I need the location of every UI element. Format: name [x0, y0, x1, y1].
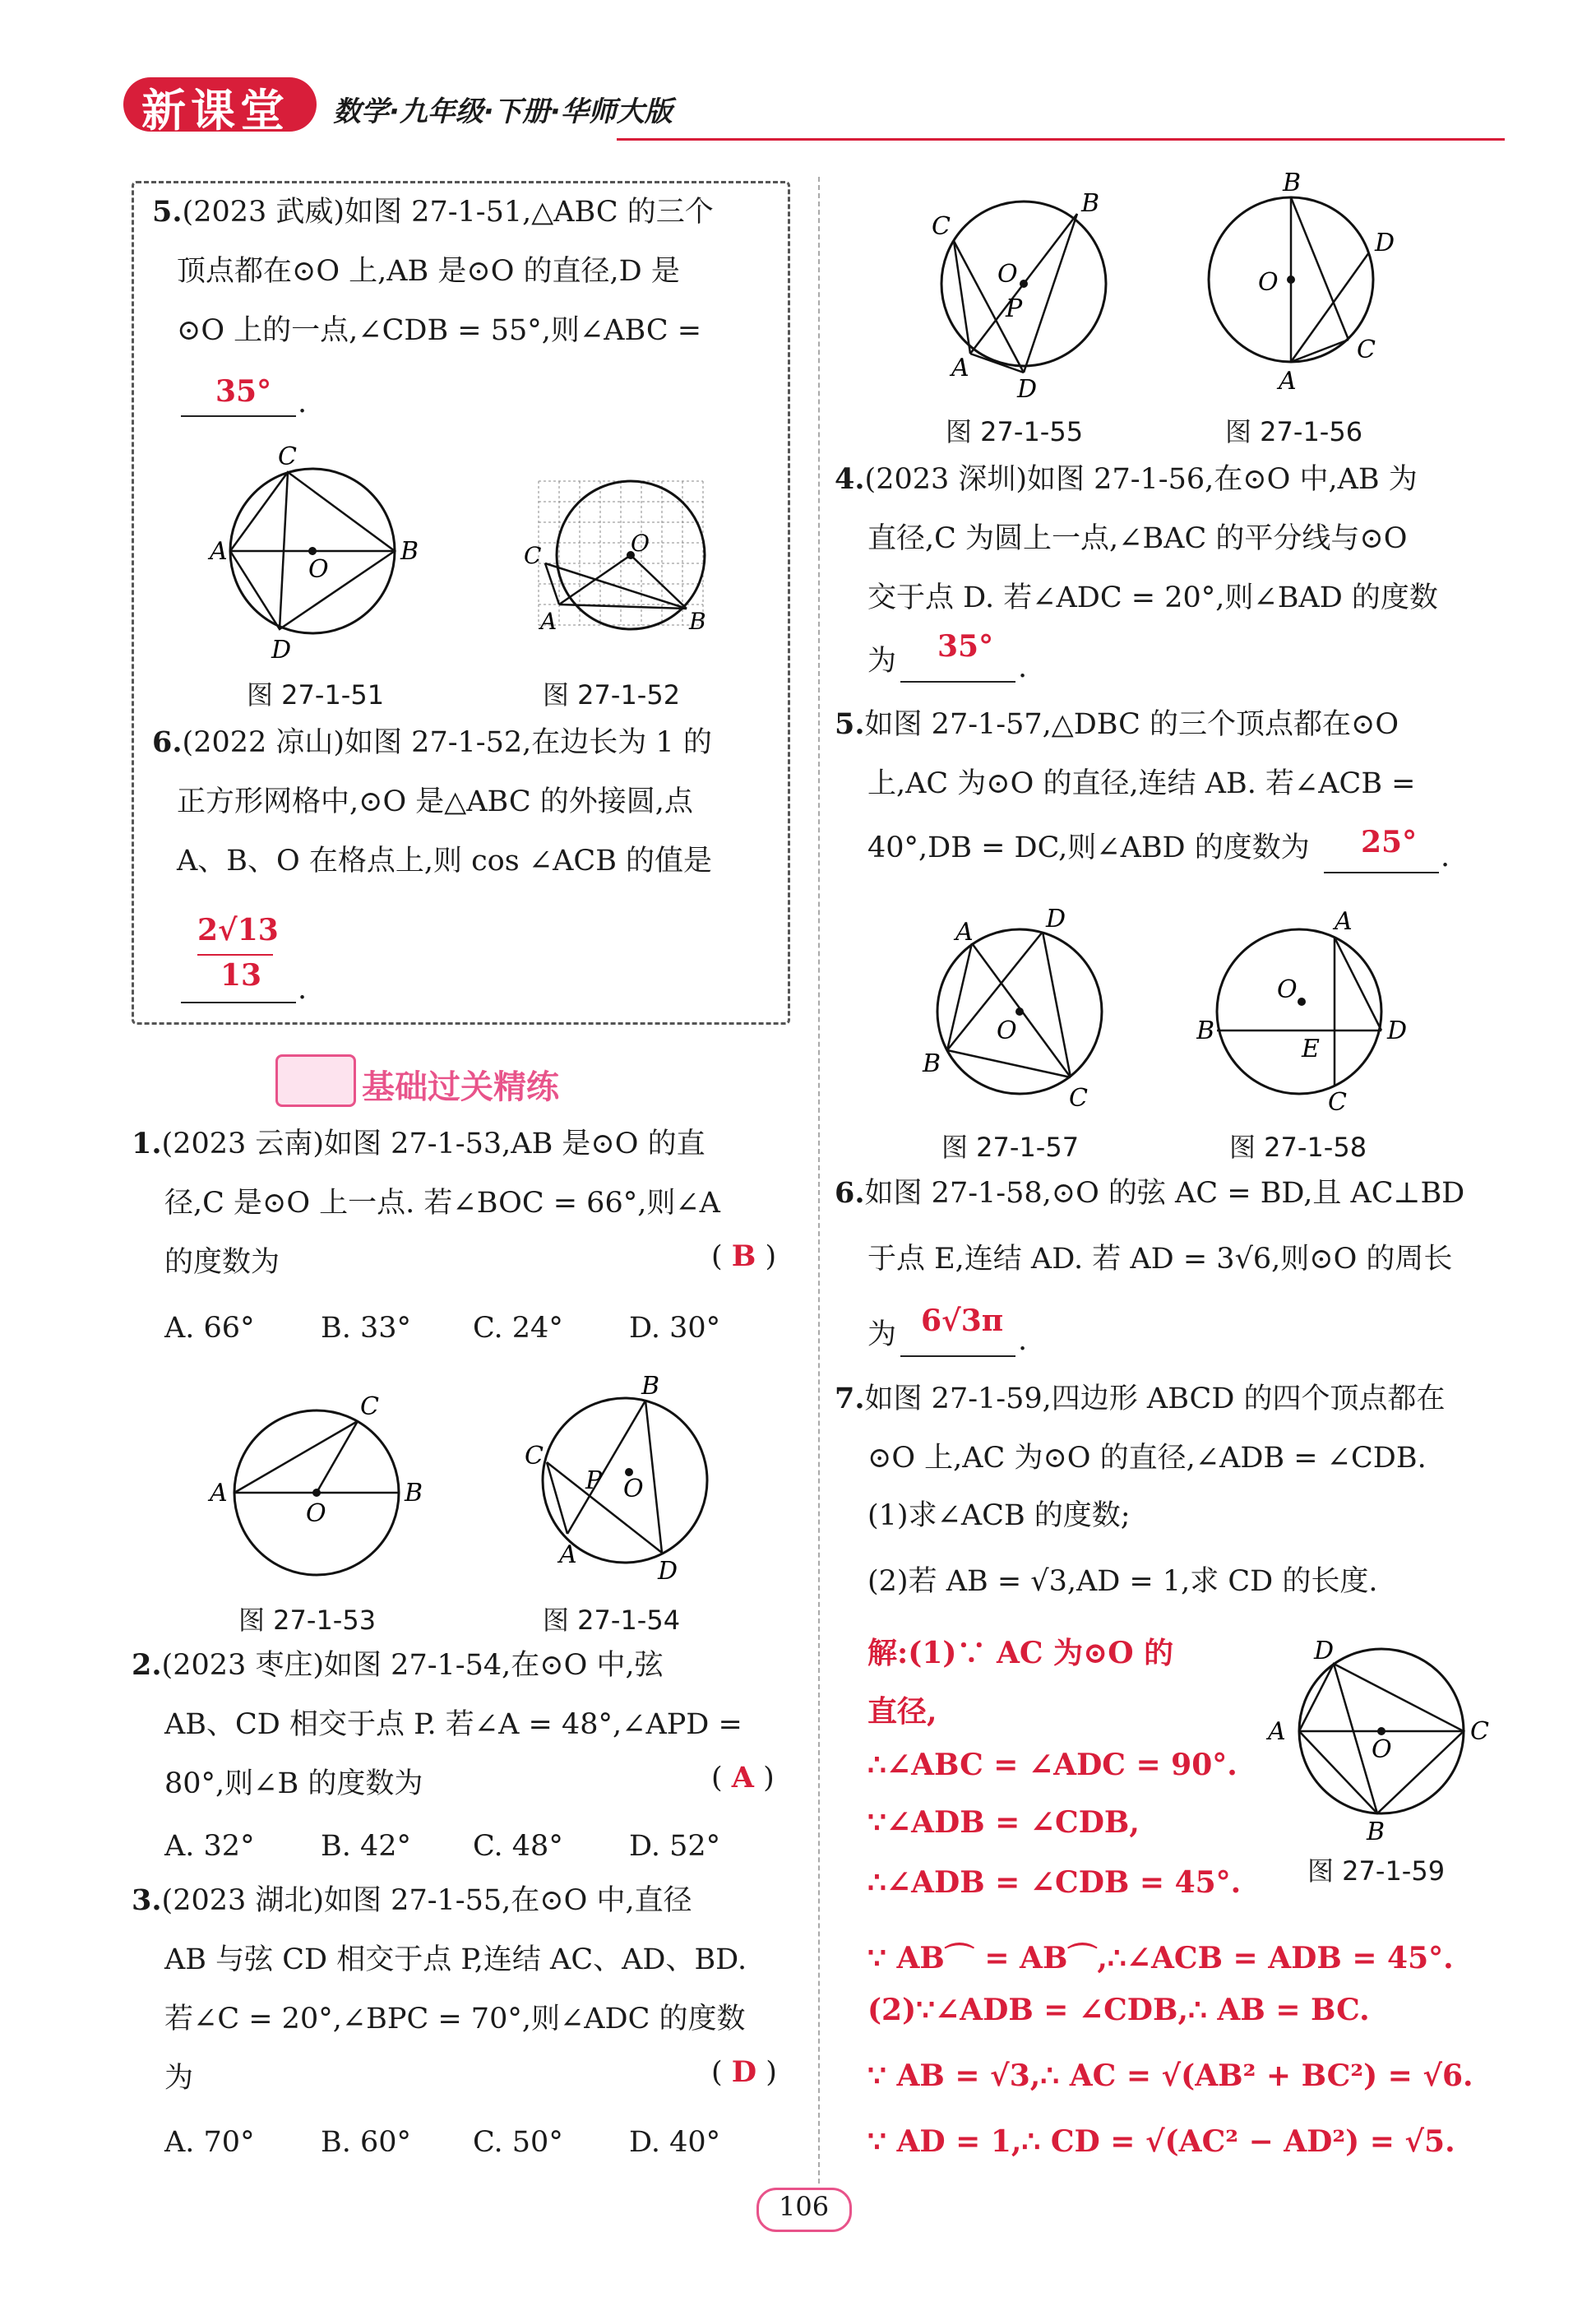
left-q3-opt-d: D. 40°	[629, 2126, 721, 2159]
fig57-caption: 图 27-1-57	[941, 1132, 1080, 1163]
figure-27-1-52	[522, 473, 719, 654]
svg-text:B: B	[923, 1049, 941, 1078]
figure-27-1-53	[206, 1386, 436, 1583]
svg-text:C: C	[1328, 1088, 1347, 1114]
right-q6-blank	[900, 1355, 1015, 1357]
left-q3-line4: 为	[164, 2062, 194, 2095]
left-q1-line1: 1.(2023 云南)如图 27-1-53,AB 是⊙O 的直	[132, 1127, 705, 1160]
figure-27-1-55	[917, 185, 1131, 399]
right-q7-line4: (2)若 AB = √3,AD = 1,求 CD 的长度.	[867, 1565, 1378, 1598]
box-q5-period: .	[298, 387, 308, 419]
svg-text:O: O	[1277, 975, 1298, 1004]
q7-sol-line6: ∵ AB⌒ = AB⌒,∴∠ACB = ADB = 45°.	[867, 1941, 1454, 1975]
box-q5-answer: 35°	[215, 374, 272, 409]
q7-sol-line5: ∴∠ADB = ∠CDB = 45°.	[867, 1865, 1242, 1900]
column-divider	[818, 177, 820, 2184]
svg-text:O: O	[1258, 268, 1279, 297]
left-q1-opt-c: C. 24°	[473, 1312, 563, 1345]
q7-sol-line8: ∵ AB = √3,∴ AC = √(AB² + BC²) = √6.	[867, 2059, 1473, 2093]
right-q6-line3: 为	[867, 1318, 897, 1351]
right-q7-line2: ⊙O 上,AC 为⊙O 的直径,∠ADB = ∠CDB.	[867, 1442, 1427, 1475]
right-q6-line1: 6.如图 27-1-58,⊙O 的弦 AC = BD,且 AC⊥BD	[835, 1176, 1465, 1210]
svg-text:B: B	[400, 537, 419, 566]
right-q6-line2: 于点 E,连结 AD. 若 AD = 3√6,则⊙O 的周长	[867, 1243, 1453, 1276]
svg-text:A: A	[1268, 1717, 1286, 1746]
fig59-caption: 图 27-1-59	[1307, 1855, 1446, 1887]
right-q4-line3: 交于点 D. 若∠ADC = 20°,则∠BAD 的度数	[867, 581, 1438, 614]
svg-text:P: P	[585, 1466, 603, 1495]
svg-text:D: D	[271, 636, 292, 665]
q7-sol-line3: ∴∠ABC = ∠ADC = 90°.	[867, 1748, 1237, 1782]
right-q4-line4: 为	[867, 645, 897, 678]
svg-text:O: O	[306, 1499, 326, 1528]
figure-27-1-51	[206, 444, 419, 666]
svg-text:D: D	[1046, 905, 1066, 933]
svg-text:A: A	[1335, 907, 1353, 936]
fig52-caption: 图 27-1-52	[543, 679, 681, 711]
box-q6-answer-den: 13	[220, 958, 262, 993]
right-q4-line1: 4.(2023 深圳)如图 27-1-56,在⊙O 中,AB 为	[835, 462, 1418, 496]
left-q2-line1: 2.(2023 枣庄)如图 27-1-54,在⊙O 中,弦	[132, 1648, 664, 1682]
svg-text:O: O	[308, 555, 329, 584]
fig51-caption: 图 27-1-51	[247, 679, 385, 711]
q7-sol-line4: ∵∠ADB = ∠CDB,	[867, 1805, 1140, 1840]
q7-sol-line1: 解:(1)∵ AC 为⊙O 的	[867, 1636, 1174, 1670]
svg-text:C: C	[278, 444, 297, 471]
svg-text:E: E	[1302, 1035, 1320, 1063]
svg-text:B: B	[689, 608, 706, 635]
right-q4-blank	[900, 681, 1015, 683]
right-q5-period: .	[1441, 841, 1450, 873]
svg-text:C: C	[1357, 336, 1376, 364]
left-q2-opt-b: B. 42°	[321, 1830, 412, 1863]
q7-sol-line2: 直径,	[867, 1694, 937, 1729]
section-title: 基础过关精练	[362, 1068, 559, 1106]
svg-text:A: A	[1279, 367, 1297, 396]
q7-sol-line9: ∵ AD = 1,∴ CD = √(AC² − AD²) = √5.	[867, 2124, 1455, 2159]
svg-text:D: D	[1314, 1637, 1335, 1665]
svg-text:A: A	[955, 918, 974, 947]
svg-text:D: D	[1375, 229, 1395, 257]
svg-text:O: O	[997, 1017, 1017, 1045]
svg-text:A: A	[559, 1540, 577, 1569]
left-q2-opt-c: C. 48°	[473, 1830, 563, 1863]
svg-text:C: C	[1069, 1084, 1088, 1113]
svg-text:A: A	[210, 1479, 228, 1507]
right-q5-line3: 40°,DB = DC,则∠ABD 的度数为	[867, 831, 1310, 864]
box-q5-line1: 5.(2023 武威)如图 27-1-51,△ABC 的三个	[152, 195, 714, 229]
header-rule	[617, 138, 1505, 141]
box-q6-period: .	[298, 973, 308, 1006]
svg-text:B: B	[641, 1372, 660, 1401]
svg-text:A: A	[210, 537, 228, 566]
box-q6-line3: A、B、O 在格点上,则 cos ∠ACB 的值是	[177, 845, 713, 878]
right-q6-answer: 6√3π	[921, 1304, 1004, 1338]
q7-sol-line7: (2)∵∠ADB = ∠CDB,∴ AB = BC.	[867, 1993, 1370, 2027]
right-q5-answer: 25°	[1361, 825, 1418, 859]
svg-text:C: C	[932, 212, 951, 241]
left-q1-line3: 的度数为	[164, 1246, 280, 1279]
right-q6-period: .	[1018, 1324, 1028, 1357]
fig53-caption: 图 27-1-53	[238, 1605, 377, 1636]
left-q3-line3: 若∠C = 20°,∠BPC = 70°,则∠ADC 的度数	[164, 2003, 746, 2035]
fig56-caption: 图 27-1-56	[1225, 416, 1363, 447]
left-q2-answer-paren: ( A )	[711, 1761, 775, 1795]
box-q6-fraction-bar	[197, 954, 273, 956]
svg-text:O: O	[631, 530, 650, 557]
header-subtitle: 数学·九年级·下册·华师大版	[333, 95, 673, 128]
svg-text:B: B	[405, 1479, 423, 1507]
box-q6-line1: 6.(2022 凉山)如图 27-1-52,在边长为 1 的	[152, 725, 712, 759]
svg-text:P: P	[1006, 294, 1023, 323]
left-q1-opt-a: A. 66°	[164, 1312, 255, 1345]
svg-text:B: B	[1196, 1017, 1215, 1045]
svg-text:B: B	[1367, 1818, 1386, 1846]
figure-27-1-56	[1192, 169, 1406, 399]
svg-text:O: O	[623, 1475, 644, 1503]
left-q2-line3: 80°,则∠B 的度数为	[164, 1767, 423, 1800]
left-q2-line2: AB、CD 相交于点 P. 若∠A = 48°,∠APD =	[164, 1708, 742, 1741]
header	[123, 72, 1505, 146]
left-q2-opt-a: A. 32°	[164, 1830, 255, 1863]
svg-text:B: B	[1081, 189, 1100, 218]
left-q3-opt-c: C. 50°	[473, 2126, 563, 2159]
right-q5-line2: 上,AC 为⊙O 的直径,连结 AB. 若∠ACB =	[867, 767, 1416, 800]
svg-text:B: B	[1283, 169, 1302, 197]
svg-text:D: D	[1387, 1017, 1408, 1045]
right-q7-line3: (1)求∠ACB 的度数;	[867, 1499, 1131, 1532]
svg-text:C: C	[360, 1392, 379, 1421]
figure-27-1-58	[1196, 901, 1410, 1114]
svg-text:C: C	[524, 542, 542, 569]
left-q3-opt-b: B. 60°	[321, 2126, 412, 2159]
box-q6-answer-num: 2√13	[197, 913, 279, 947]
svg-text:D: D	[658, 1557, 678, 1586]
fig55-caption: 图 27-1-55	[946, 416, 1084, 447]
left-q2-opt-d: D. 52°	[629, 1830, 721, 1863]
right-q4-answer: 35°	[937, 629, 994, 664]
left-q1-answer: B	[731, 1239, 756, 1273]
left-q1-line2: 径,C 是⊙O 上一点. 若∠BOC = 66°,则∠A	[164, 1187, 720, 1220]
box-q6-blank	[181, 1002, 296, 1003]
header-logo-text: 新课堂	[141, 85, 289, 137]
figure-27-1-59	[1258, 1624, 1505, 1846]
fig58-caption: 图 27-1-58	[1229, 1132, 1367, 1163]
left-q2-answer: A	[731, 1761, 754, 1795]
svg-text:O: O	[1372, 1735, 1392, 1764]
right-q7-line1: 7.如图 27-1-59,四边形 ABCD 的四个顶点都在	[835, 1382, 1446, 1415]
svg-text:D: D	[1017, 375, 1038, 399]
box-q5-blank	[181, 415, 296, 417]
right-q5-line1: 5.如图 27-1-57,△DBC 的三个顶点都在⊙O	[835, 707, 1399, 741]
figure-27-1-54	[510, 1365, 724, 1595]
svg-text:O: O	[997, 260, 1018, 289]
left-q3-line2: AB 与弦 CD 相交于点 P,连结 AC、AD、BD.	[164, 1943, 747, 1976]
right-q5-blank	[1324, 872, 1439, 873]
svg-text:A: A	[540, 608, 557, 635]
svg-text:A: A	[951, 354, 969, 382]
page-number: 106	[779, 2191, 830, 2222]
left-q3-opt-a: A. 70°	[164, 2126, 255, 2159]
left-q3-answer: D	[731, 2055, 757, 2089]
figure-27-1-57	[913, 901, 1126, 1114]
left-q3-line1: 3.(2023 湖北)如图 27-1-55,在⊙O 中,直径	[132, 1883, 692, 1917]
left-q1-answer-paren: ( B )	[711, 1239, 777, 1273]
right-q4-line2: 直径,C 为圆上一点,∠BAC 的平分线与⊙O	[867, 522, 1408, 555]
right-q4-period: .	[1018, 651, 1028, 684]
left-q1-opt-b: B. 33°	[321, 1312, 412, 1345]
section-book-icon	[275, 1054, 356, 1107]
left-q1-opt-d: D. 30°	[629, 1312, 721, 1345]
left-q3-answer-paren: ( D )	[711, 2055, 777, 2089]
svg-text:C: C	[525, 1442, 544, 1470]
fig54-caption: 图 27-1-54	[543, 1605, 681, 1636]
svg-text:C: C	[1470, 1717, 1489, 1746]
box-q5-line3: ⊙O 上的一点,∠CDB = 55°,则∠ABC =	[177, 314, 702, 347]
box-q6-line2: 正方形网格中,⊙O 是△ABC 的外接圆,点	[177, 785, 693, 818]
box-q5-line2: 顶点都在⊙O 上,AB 是⊙O 的直径,D 是	[177, 255, 680, 288]
